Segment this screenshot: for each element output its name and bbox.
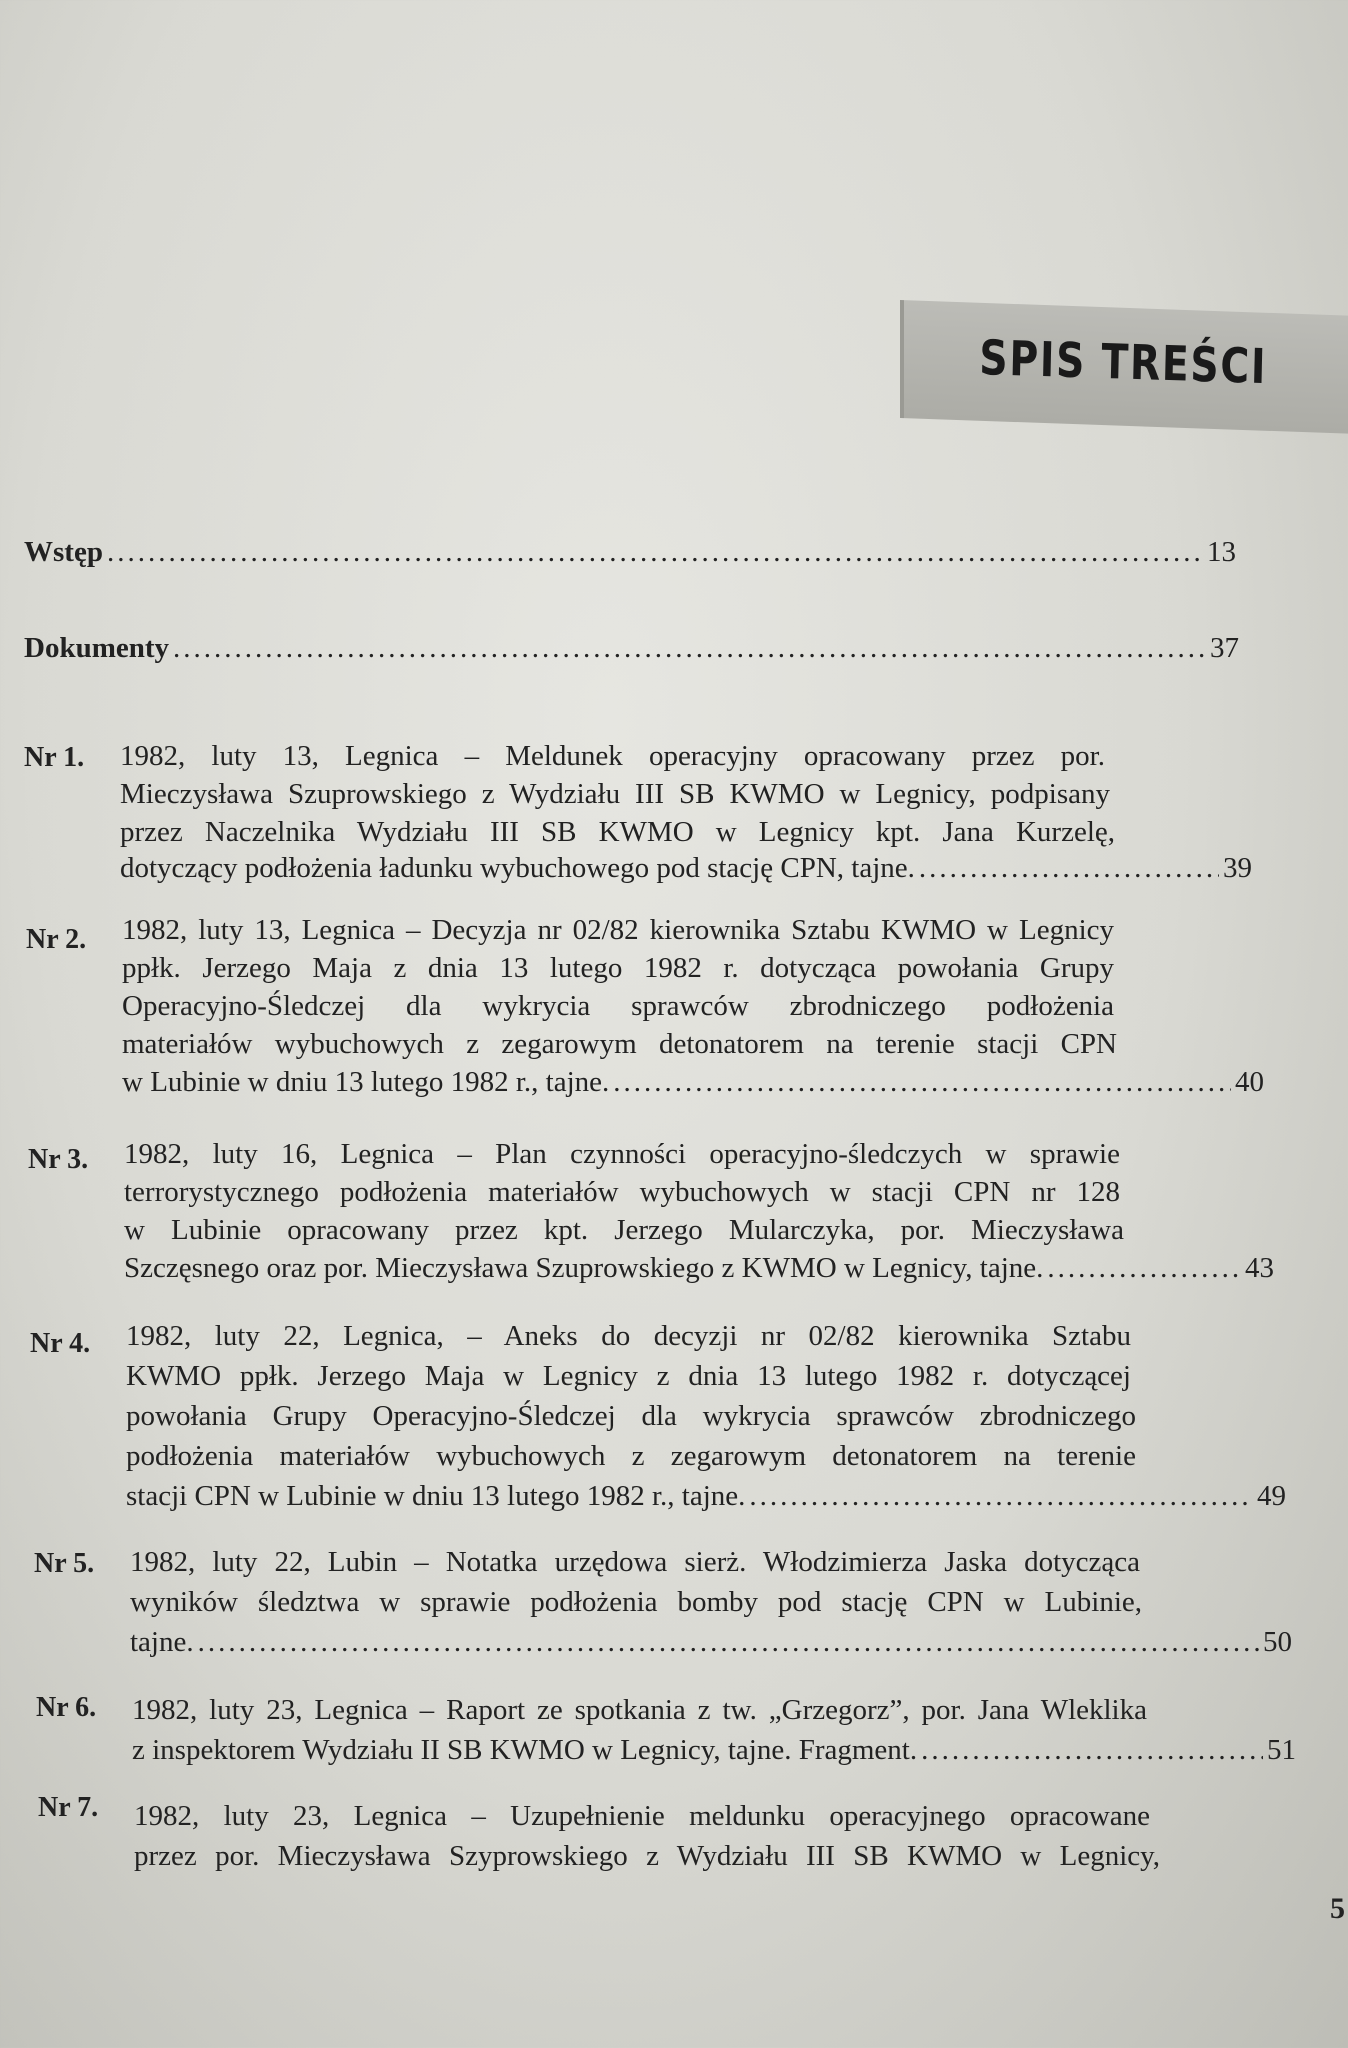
document-page: 43	[1245, 1252, 1274, 1284]
document-page: 51	[1267, 1734, 1296, 1766]
dot-leader	[613, 1066, 1231, 1099]
document-desc-line: 1982, luty 22, Legnica, – Aneks do decyzji nr 02/82 kierownika Sztabu	[126, 1320, 1131, 1352]
document-desc-line: 1982, luty 23, Legnica – Raport ze spotkania z tw. „Grzegorz”, por. Jana Wleklika	[132, 1694, 1147, 1726]
dot-leader	[1047, 1252, 1241, 1285]
document-page: 39	[1223, 852, 1252, 884]
document-desc-line: w Lubinie opracowany przez kpt. Jerzego Mularczyka, por. Mieczysława	[124, 1214, 1124, 1246]
document-number: Nr 1.	[24, 742, 85, 773]
toc-entry-page: 37	[1210, 632, 1239, 664]
document-number: Nr 5.	[34, 1548, 95, 1579]
toc-entry-label: Wstęp	[24, 536, 103, 568]
document-number: Nr 4.	[30, 1328, 91, 1359]
dot-leader	[173, 632, 1206, 665]
document-desc-line: wyników śledztwa w sprawie podłożenia bomby pod stację CPN w Lubinie,	[130, 1586, 1142, 1618]
document-desc-line: materiałów wybuchowych z zegarowym detonatorem na terenie stacji CPN	[122, 1028, 1117, 1060]
document-desc-line: podłożenia materiałów wybuchowych z zegarowym detonatorem na terenie	[126, 1440, 1136, 1472]
document-desc-line: Mieczysława Szuprowskiego z Wydziału III SB KWMO w Legnicy, podpisany	[120, 778, 1110, 810]
document-desc-line: z inspektorem Wydziału II SB KWMO w Legnicy, tajne. Fragment.	[132, 1734, 918, 1766]
page-title: SPIS TREŚCI	[978, 330, 1268, 396]
dot-leader	[919, 852, 1219, 885]
document-desc-line: powołania Grupy Operacyjno-Śledczej dla wykrycia sprawców zbrodniczego	[126, 1400, 1136, 1432]
toc-entry-dokumenty	[24, 632, 1239, 665]
toc-entry-page: 13	[1207, 536, 1236, 568]
document-desc-line: 1982, luty 23, Legnica – Uzupełnienie meldunku operacyjnego opracowane	[134, 1800, 1150, 1832]
document-desc-line: przez Naczelnika Wydziału III SB KWMO w Legnicy kpt. Jana Kurzelę,	[120, 816, 1115, 848]
document-desc-line: 1982, luty 13, Legnica – Meldunek operacyjny opracowany przez por.	[120, 740, 1105, 772]
dot-leader	[921, 1734, 1263, 1767]
document-desc-last-line	[120, 852, 1252, 885]
dot-leader	[198, 1626, 1259, 1659]
document-desc-line: stacji CPN w Lubinie w dniu 13 lutego 1982 r., tajne.	[126, 1480, 746, 1512]
document-number: Nr 2.	[26, 924, 87, 955]
toc-entry-wstep	[24, 536, 1236, 569]
document-desc-line: 1982, luty 13, Legnica – Decyzja nr 02/82 kierownika Sztabu KWMO w Legnicy	[122, 914, 1114, 946]
document-desc-line: w Lubinie w dniu 13 lutego 1982 r., tajne.	[122, 1066, 610, 1098]
document-page: 40	[1235, 1066, 1264, 1098]
document-desc-line: ppłk. Jerzego Maja z dnia 13 lutego 1982 r. dotycząca powołania Grupy	[122, 952, 1114, 984]
document-desc-line: KWMO ppłk. Jerzego Maja w Legnicy z dnia 13 lutego 1982 r. dotyczącej	[126, 1360, 1131, 1392]
document-desc-line: terrorystycznego podłożenia materiałów wybuchowych w stacji CPN nr 128	[124, 1176, 1120, 1208]
document-desc-line: 1982, luty 16, Legnica – Plan czynności operacyjno-śledczych w sprawie	[124, 1138, 1120, 1170]
toc-entry-label: Dokumenty	[24, 632, 170, 664]
document-desc-line: przez por. Mieczysława Szyprowskiego z Wydziału III SB KWMO w Legnicy,	[134, 1840, 1160, 1872]
document-number: Nr 6.	[36, 1692, 97, 1723]
document-desc-line: Operacyjno-Śledczej dla wykrycia sprawców zbrodniczego podłożenia	[122, 990, 1114, 1022]
document-number: Nr 7.	[38, 1792, 99, 1823]
dot-leader	[107, 536, 1203, 569]
document-desc-line: tajne.	[130, 1626, 194, 1658]
document-desc-last-line	[132, 1734, 1296, 1767]
document-desc-line: 1982, luty 22, Lubin – Notatka urzędowa sierż. Włodzimierza Jaska dotycząca	[130, 1546, 1140, 1578]
document-desc-last-line	[126, 1480, 1286, 1513]
document-desc-line: dotyczący podłożenia ładunku wybuchowego pod stację CPN, tajne.	[120, 852, 915, 884]
document-desc-last-line	[130, 1626, 1292, 1659]
document-page: 50	[1263, 1626, 1292, 1658]
document-desc-last-line	[124, 1252, 1274, 1285]
document-page: 49	[1257, 1480, 1286, 1512]
dot-leader	[749, 1480, 1253, 1513]
page-number: 5	[1330, 1892, 1345, 1925]
document-desc-line: Szczęsnego oraz por. Mieczysława Szuprowskiego z KWMO w Legnicy, tajne.	[124, 1252, 1044, 1284]
document-number: Nr 3.	[28, 1144, 89, 1175]
document-desc-last-line	[122, 1066, 1264, 1099]
